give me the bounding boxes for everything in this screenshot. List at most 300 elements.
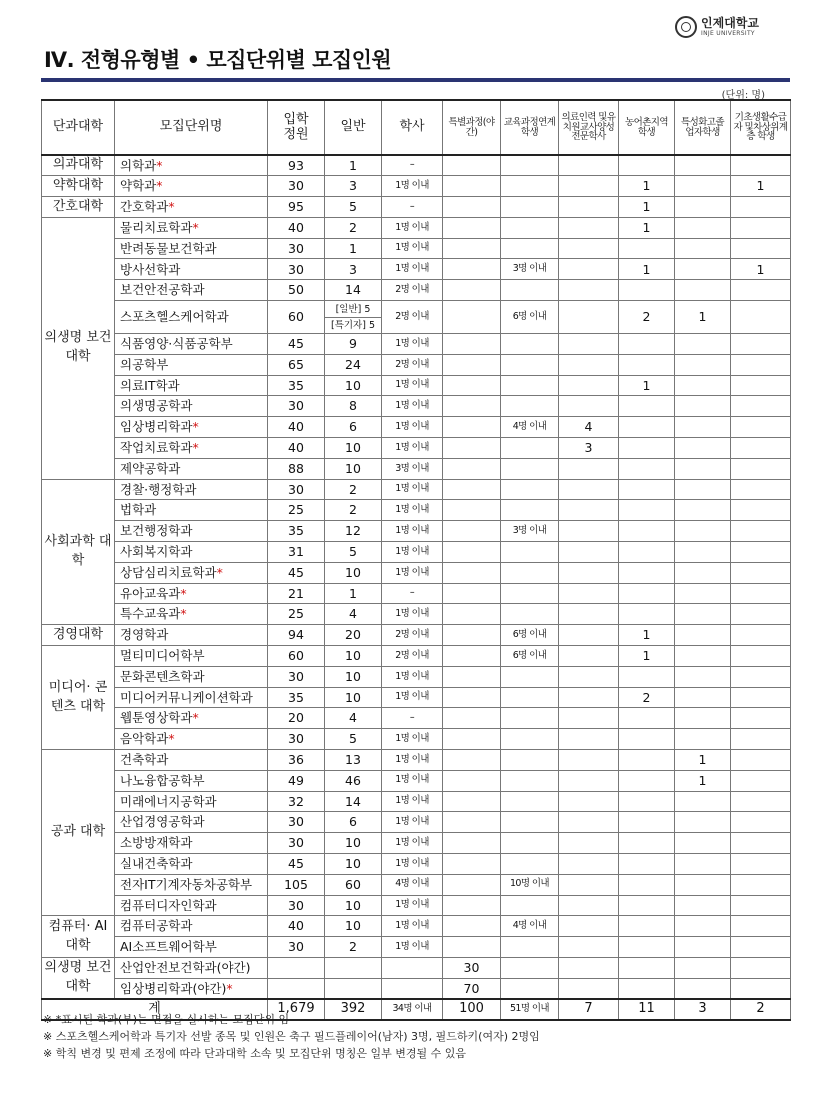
teacher-cell	[501, 280, 559, 301]
department-cell	[115, 479, 268, 500]
quota-cell: 40	[268, 417, 325, 438]
basic-cell	[731, 500, 791, 521]
table-row	[42, 957, 791, 978]
general-cell: 3	[325, 176, 382, 197]
department-name: 의학과	[120, 157, 157, 173]
department-cell	[115, 937, 268, 958]
table-row	[42, 729, 791, 750]
basic-cell	[731, 375, 791, 396]
basic-cell	[731, 895, 791, 916]
teacher-cell	[501, 957, 559, 978]
special-cell	[443, 833, 501, 854]
teacher-cell: 10명 이내	[501, 874, 559, 895]
vocational-cell	[675, 895, 731, 916]
rural-cell	[619, 521, 675, 542]
department-name: 임상병리학과	[120, 419, 193, 435]
general-cell: 2	[325, 500, 382, 521]
vocational-cell	[675, 791, 731, 812]
total-quota: 1,679	[268, 999, 325, 1020]
quota-cell: 25	[268, 500, 325, 521]
special-cell	[443, 750, 501, 771]
general-cell: 10	[325, 854, 382, 875]
special-cell	[443, 280, 501, 301]
bachelor-cell: 1명 이내	[382, 521, 443, 542]
department-name: 물리치료학과	[120, 219, 193, 235]
general-cell: 60	[325, 874, 382, 895]
vocational-cell	[675, 197, 731, 218]
vocational-cell: 1	[675, 770, 731, 791]
industry-cell	[559, 458, 619, 479]
quota-cell: 45	[268, 334, 325, 355]
table-row	[42, 687, 791, 708]
basic-cell	[731, 937, 791, 958]
interview-marker: *	[168, 731, 175, 747]
department-name: 멀티미디어학부	[120, 648, 205, 664]
vocational-cell	[675, 280, 731, 301]
basic-cell	[731, 521, 791, 542]
teacher-cell	[501, 895, 559, 916]
department-name: 음악학과	[120, 731, 169, 747]
college-cell: 미디어· 콘텐츠 대학	[42, 646, 115, 750]
department-cell	[115, 770, 268, 791]
department-cell	[115, 957, 268, 978]
basic-cell	[731, 874, 791, 895]
table-row	[42, 562, 791, 583]
teacher-cell	[501, 176, 559, 197]
special-cell	[443, 770, 501, 791]
general-cell: 14	[325, 280, 382, 301]
vocational-cell	[675, 458, 731, 479]
department-name: 나노융합공학부	[120, 772, 205, 788]
bachelor-cell: 1명 이내	[382, 176, 443, 197]
vocational-cell	[675, 238, 731, 259]
basic-cell	[731, 334, 791, 355]
vocational-cell	[675, 417, 731, 438]
department-name: AI소프트웨어학부	[120, 939, 217, 955]
industry-cell	[559, 978, 619, 999]
general-cell: 10	[325, 562, 382, 583]
special-cell	[443, 155, 501, 176]
rural-cell: 1	[619, 259, 675, 280]
bachelor-cell: 1명 이내	[382, 916, 443, 937]
quota-cell	[268, 957, 325, 978]
table-row	[42, 458, 791, 479]
header-college: 단과대학	[42, 100, 115, 155]
special-cell	[443, 375, 501, 396]
department-cell	[115, 197, 268, 218]
general-subvalue: [일반] 5	[335, 303, 371, 315]
bachelor-cell: 1명 이내	[382, 770, 443, 791]
basic-cell	[731, 916, 791, 937]
title-divider	[41, 78, 790, 82]
interview-marker: *	[156, 157, 163, 173]
bachelor-cell: 1명 이내	[382, 500, 443, 521]
rural-cell	[619, 957, 675, 978]
general-cell: 14	[325, 791, 382, 812]
bachelor-cell: 1명 이내	[382, 217, 443, 238]
department-name: 사회복지학과	[120, 544, 193, 560]
rural-cell	[619, 542, 675, 563]
basic-cell	[731, 625, 791, 646]
special-cell	[443, 334, 501, 355]
general-cell: 10	[325, 895, 382, 916]
basic-cell	[731, 791, 791, 812]
logo-korean-name: 인제대학교	[701, 16, 759, 30]
quota-cell: 35	[268, 687, 325, 708]
bachelor-cell: 2명 이내	[382, 646, 443, 667]
vocational-cell	[675, 646, 731, 667]
department-name: 의료IT학과	[120, 377, 180, 393]
teacher-cell	[501, 978, 559, 999]
unit-label: (단위: 명)	[721, 90, 765, 101]
vocational-cell	[675, 375, 731, 396]
college-cell: 간호대학	[42, 197, 115, 218]
rural-cell: 1	[619, 217, 675, 238]
department-name: 약학과	[120, 178, 157, 194]
department-name: 건축학과	[120, 752, 169, 768]
college-cell: 사회과학 대학	[42, 479, 115, 625]
department-name: 미래에너지공학과	[120, 793, 217, 809]
department-cell	[115, 238, 268, 259]
general-cell: 5	[325, 542, 382, 563]
vocational-cell	[675, 259, 731, 280]
teacher-cell	[501, 812, 559, 833]
department-cell	[115, 542, 268, 563]
vocational-cell	[675, 957, 731, 978]
quota-cell: 60	[268, 301, 325, 334]
teacher-cell	[501, 729, 559, 750]
header-general: 일반	[325, 100, 382, 155]
rural-cell	[619, 812, 675, 833]
department-cell	[115, 604, 268, 625]
teacher-cell	[501, 604, 559, 625]
bachelor-cell: 1명 이내	[382, 854, 443, 875]
special-cell: 30	[443, 957, 501, 978]
industry-cell	[559, 197, 619, 218]
table-row	[42, 833, 791, 854]
teacher-cell	[501, 375, 559, 396]
table-row	[42, 978, 791, 999]
interview-marker: *	[180, 606, 187, 622]
quota-cell	[268, 978, 325, 999]
teacher-cell	[501, 334, 559, 355]
total-vocational: 3	[675, 999, 731, 1020]
vocational-cell	[675, 812, 731, 833]
rural-cell	[619, 438, 675, 459]
vocational-cell	[675, 562, 731, 583]
department-cell	[115, 438, 268, 459]
teacher-cell	[501, 833, 559, 854]
quota-cell: 30	[268, 396, 325, 417]
department-cell	[115, 396, 268, 417]
department-cell	[115, 625, 268, 646]
quota-cell: 94	[268, 625, 325, 646]
department-cell	[115, 666, 268, 687]
special-cell	[443, 479, 501, 500]
bachelor-cell: 1명 이내	[382, 833, 443, 854]
teacher-cell	[501, 458, 559, 479]
rural-cell: 1	[619, 625, 675, 646]
table-row	[42, 354, 791, 375]
industry-cell	[559, 217, 619, 238]
total-label: 계	[42, 999, 268, 1020]
department-cell	[115, 217, 268, 238]
industry-cell	[559, 500, 619, 521]
department-name: 유아교육과	[120, 585, 181, 601]
rural-cell: 1	[619, 197, 675, 218]
special-cell	[443, 666, 501, 687]
rural-cell	[619, 500, 675, 521]
teacher-cell	[501, 791, 559, 812]
general-cell: 24	[325, 354, 382, 375]
industry-cell	[559, 937, 619, 958]
table-row	[42, 197, 791, 218]
vocational-cell	[675, 396, 731, 417]
quota-cell: 30	[268, 238, 325, 259]
department-cell	[115, 916, 268, 937]
quota-cell: 105	[268, 874, 325, 895]
basic-cell	[731, 646, 791, 667]
special-cell	[443, 217, 501, 238]
teacher-cell: 6명 이내	[501, 625, 559, 646]
quota-cell: 30	[268, 479, 325, 500]
basic-cell	[731, 354, 791, 375]
department-cell	[115, 301, 268, 334]
bachelor-cell: 2명 이내	[382, 354, 443, 375]
industry-cell	[559, 874, 619, 895]
rural-cell	[619, 978, 675, 999]
department-name: 상담심리치료학과	[120, 564, 217, 580]
general-cell: 46	[325, 770, 382, 791]
vocational-cell	[675, 542, 731, 563]
bachelor-cell: 1명 이내	[382, 666, 443, 687]
basic-cell	[731, 479, 791, 500]
teacher-cell	[501, 937, 559, 958]
rural-cell	[619, 791, 675, 812]
basic-cell	[731, 301, 791, 334]
basic-cell	[731, 562, 791, 583]
department-cell	[115, 155, 268, 176]
general-cell: 2	[325, 479, 382, 500]
industry-cell	[559, 750, 619, 771]
table-row	[42, 542, 791, 563]
department-cell	[115, 854, 268, 875]
general-cell: 1	[325, 238, 382, 259]
teacher-cell	[501, 238, 559, 259]
department-name: 방사선학과	[120, 261, 181, 277]
department-cell	[115, 521, 268, 542]
total-general: 392	[325, 999, 382, 1020]
quota-cell: 30	[268, 833, 325, 854]
bachelor-cell: 2명 이내	[382, 301, 443, 334]
special-cell	[443, 812, 501, 833]
bachelor-cell: –	[382, 708, 443, 729]
quota-cell: 30	[268, 895, 325, 916]
general-cell	[325, 301, 382, 334]
college-cell: 의생명 보건대학	[42, 217, 115, 479]
rural-cell	[619, 874, 675, 895]
rural-cell: 1	[619, 646, 675, 667]
vocational-cell: 1	[675, 301, 731, 334]
table-row	[42, 176, 791, 197]
quota-cell: 50	[268, 280, 325, 301]
special-cell	[443, 354, 501, 375]
department-name: 산업경영공학과	[120, 814, 205, 830]
department-name: 보건안전공학과	[120, 282, 205, 298]
bachelor-cell: 1명 이내	[382, 729, 443, 750]
general-cell: 10	[325, 438, 382, 459]
department-cell	[115, 750, 268, 771]
bachelor-cell: 1명 이내	[382, 937, 443, 958]
university-seal-icon	[675, 16, 697, 38]
special-cell	[443, 438, 501, 459]
vocational-cell	[675, 155, 731, 176]
rural-cell	[619, 583, 675, 604]
basic-cell	[731, 217, 791, 238]
department-cell	[115, 791, 268, 812]
special-cell	[443, 458, 501, 479]
vocational-cell	[675, 500, 731, 521]
total-industry: 7	[559, 999, 619, 1020]
special-cell	[443, 854, 501, 875]
basic-cell	[731, 604, 791, 625]
department-name: 반려동물보건학과	[120, 240, 217, 256]
teacher-cell	[501, 197, 559, 218]
vocational-cell	[675, 937, 731, 958]
footnotes	[43, 1011, 540, 1062]
basic-cell	[731, 957, 791, 978]
table-row	[42, 770, 791, 791]
vocational-cell: 1	[675, 750, 731, 771]
bachelor-cell: 1명 이내	[382, 334, 443, 355]
quota-cell: 20	[268, 708, 325, 729]
department-name: 법학과	[120, 502, 157, 518]
page-title: Ⅳ. 전형유형별 • 모집단위별 모집인원	[44, 48, 392, 72]
rural-cell: 2	[619, 687, 675, 708]
industry-cell	[559, 770, 619, 791]
table-row	[42, 301, 791, 334]
special-cell	[443, 604, 501, 625]
special-cell	[443, 542, 501, 563]
industry-cell	[559, 396, 619, 417]
interview-marker: *	[192, 710, 199, 726]
teacher-cell	[501, 479, 559, 500]
quota-cell: 30	[268, 729, 325, 750]
rural-cell	[619, 708, 675, 729]
college-cell: 의생명 보건대학	[42, 957, 115, 999]
general-cell	[325, 978, 382, 999]
special-cell	[443, 708, 501, 729]
rural-cell	[619, 458, 675, 479]
basic-cell: 1	[731, 259, 791, 280]
college-cell: 컴퓨터· AI대학	[42, 916, 115, 958]
industry-cell	[559, 708, 619, 729]
industry-cell	[559, 280, 619, 301]
quota-cell: 31	[268, 542, 325, 563]
bachelor-cell: 1명 이내	[382, 812, 443, 833]
department-cell	[115, 708, 268, 729]
rural-cell	[619, 833, 675, 854]
college-cell: 경영대학	[42, 625, 115, 646]
industry-cell	[559, 916, 619, 937]
bachelor-cell: 1명 이내	[382, 479, 443, 500]
special-cell	[443, 874, 501, 895]
table-row	[42, 396, 791, 417]
header-basic: 기초생활수급자 및차상위계층 학생	[731, 100, 791, 155]
quota-cell: 21	[268, 583, 325, 604]
bachelor-cell: 1명 이내	[382, 895, 443, 916]
teacher-cell	[501, 396, 559, 417]
college-cell: 의과대학	[42, 155, 115, 176]
quota-cell: 30	[268, 259, 325, 280]
department-name: 임상병리학과(야간)	[120, 980, 227, 996]
teacher-cell	[501, 354, 559, 375]
rural-cell	[619, 854, 675, 875]
bachelor-cell: 1명 이내	[382, 238, 443, 259]
total-special: 100	[443, 999, 501, 1020]
college-cell: 약학대학	[42, 176, 115, 197]
basic-cell	[731, 417, 791, 438]
teacher-cell: 4명 이내	[501, 417, 559, 438]
vocational-cell	[675, 334, 731, 355]
department-name: 산업안전보건학과(야간)	[120, 960, 251, 975]
industry-cell	[559, 957, 619, 978]
department-name: 보건행정학과	[120, 523, 193, 539]
special-cell	[443, 729, 501, 750]
special-cell	[443, 562, 501, 583]
general-subvalue: [특기자] 5	[325, 317, 381, 333]
department-name: 미디어커뮤니케이션학과	[120, 689, 253, 705]
general-cell: 10	[325, 375, 382, 396]
general-cell: 10	[325, 458, 382, 479]
rural-cell	[619, 750, 675, 771]
department-name: 작업치료학과	[120, 440, 193, 456]
basic-cell	[731, 833, 791, 854]
header-vocational: 특성화고졸업자학생	[675, 100, 731, 155]
table-row	[42, 854, 791, 875]
industry-cell	[559, 854, 619, 875]
industry-cell	[559, 238, 619, 259]
rural-cell: 1	[619, 176, 675, 197]
table-row	[42, 583, 791, 604]
rural-cell	[619, 770, 675, 791]
quota-cell: 93	[268, 155, 325, 176]
rural-cell	[619, 396, 675, 417]
general-cell: 12	[325, 521, 382, 542]
industry-cell	[559, 583, 619, 604]
industry-cell	[559, 625, 619, 646]
basic-cell	[731, 583, 791, 604]
vocational-cell	[675, 604, 731, 625]
vocational-cell	[675, 666, 731, 687]
industry-cell	[559, 354, 619, 375]
table-row	[42, 238, 791, 259]
bachelor-cell: 1명 이내	[382, 750, 443, 771]
basic-cell	[731, 687, 791, 708]
admission-quota-table	[41, 99, 791, 1021]
basic-cell	[731, 729, 791, 750]
basic-cell: 1	[731, 176, 791, 197]
table-row	[42, 604, 791, 625]
rural-cell: 1	[619, 375, 675, 396]
department-cell	[115, 500, 268, 521]
bachelor-cell: 1명 이내	[382, 375, 443, 396]
department-cell	[115, 259, 268, 280]
special-cell	[443, 259, 501, 280]
special-cell	[443, 396, 501, 417]
rural-cell	[619, 280, 675, 301]
general-cell: 4	[325, 604, 382, 625]
